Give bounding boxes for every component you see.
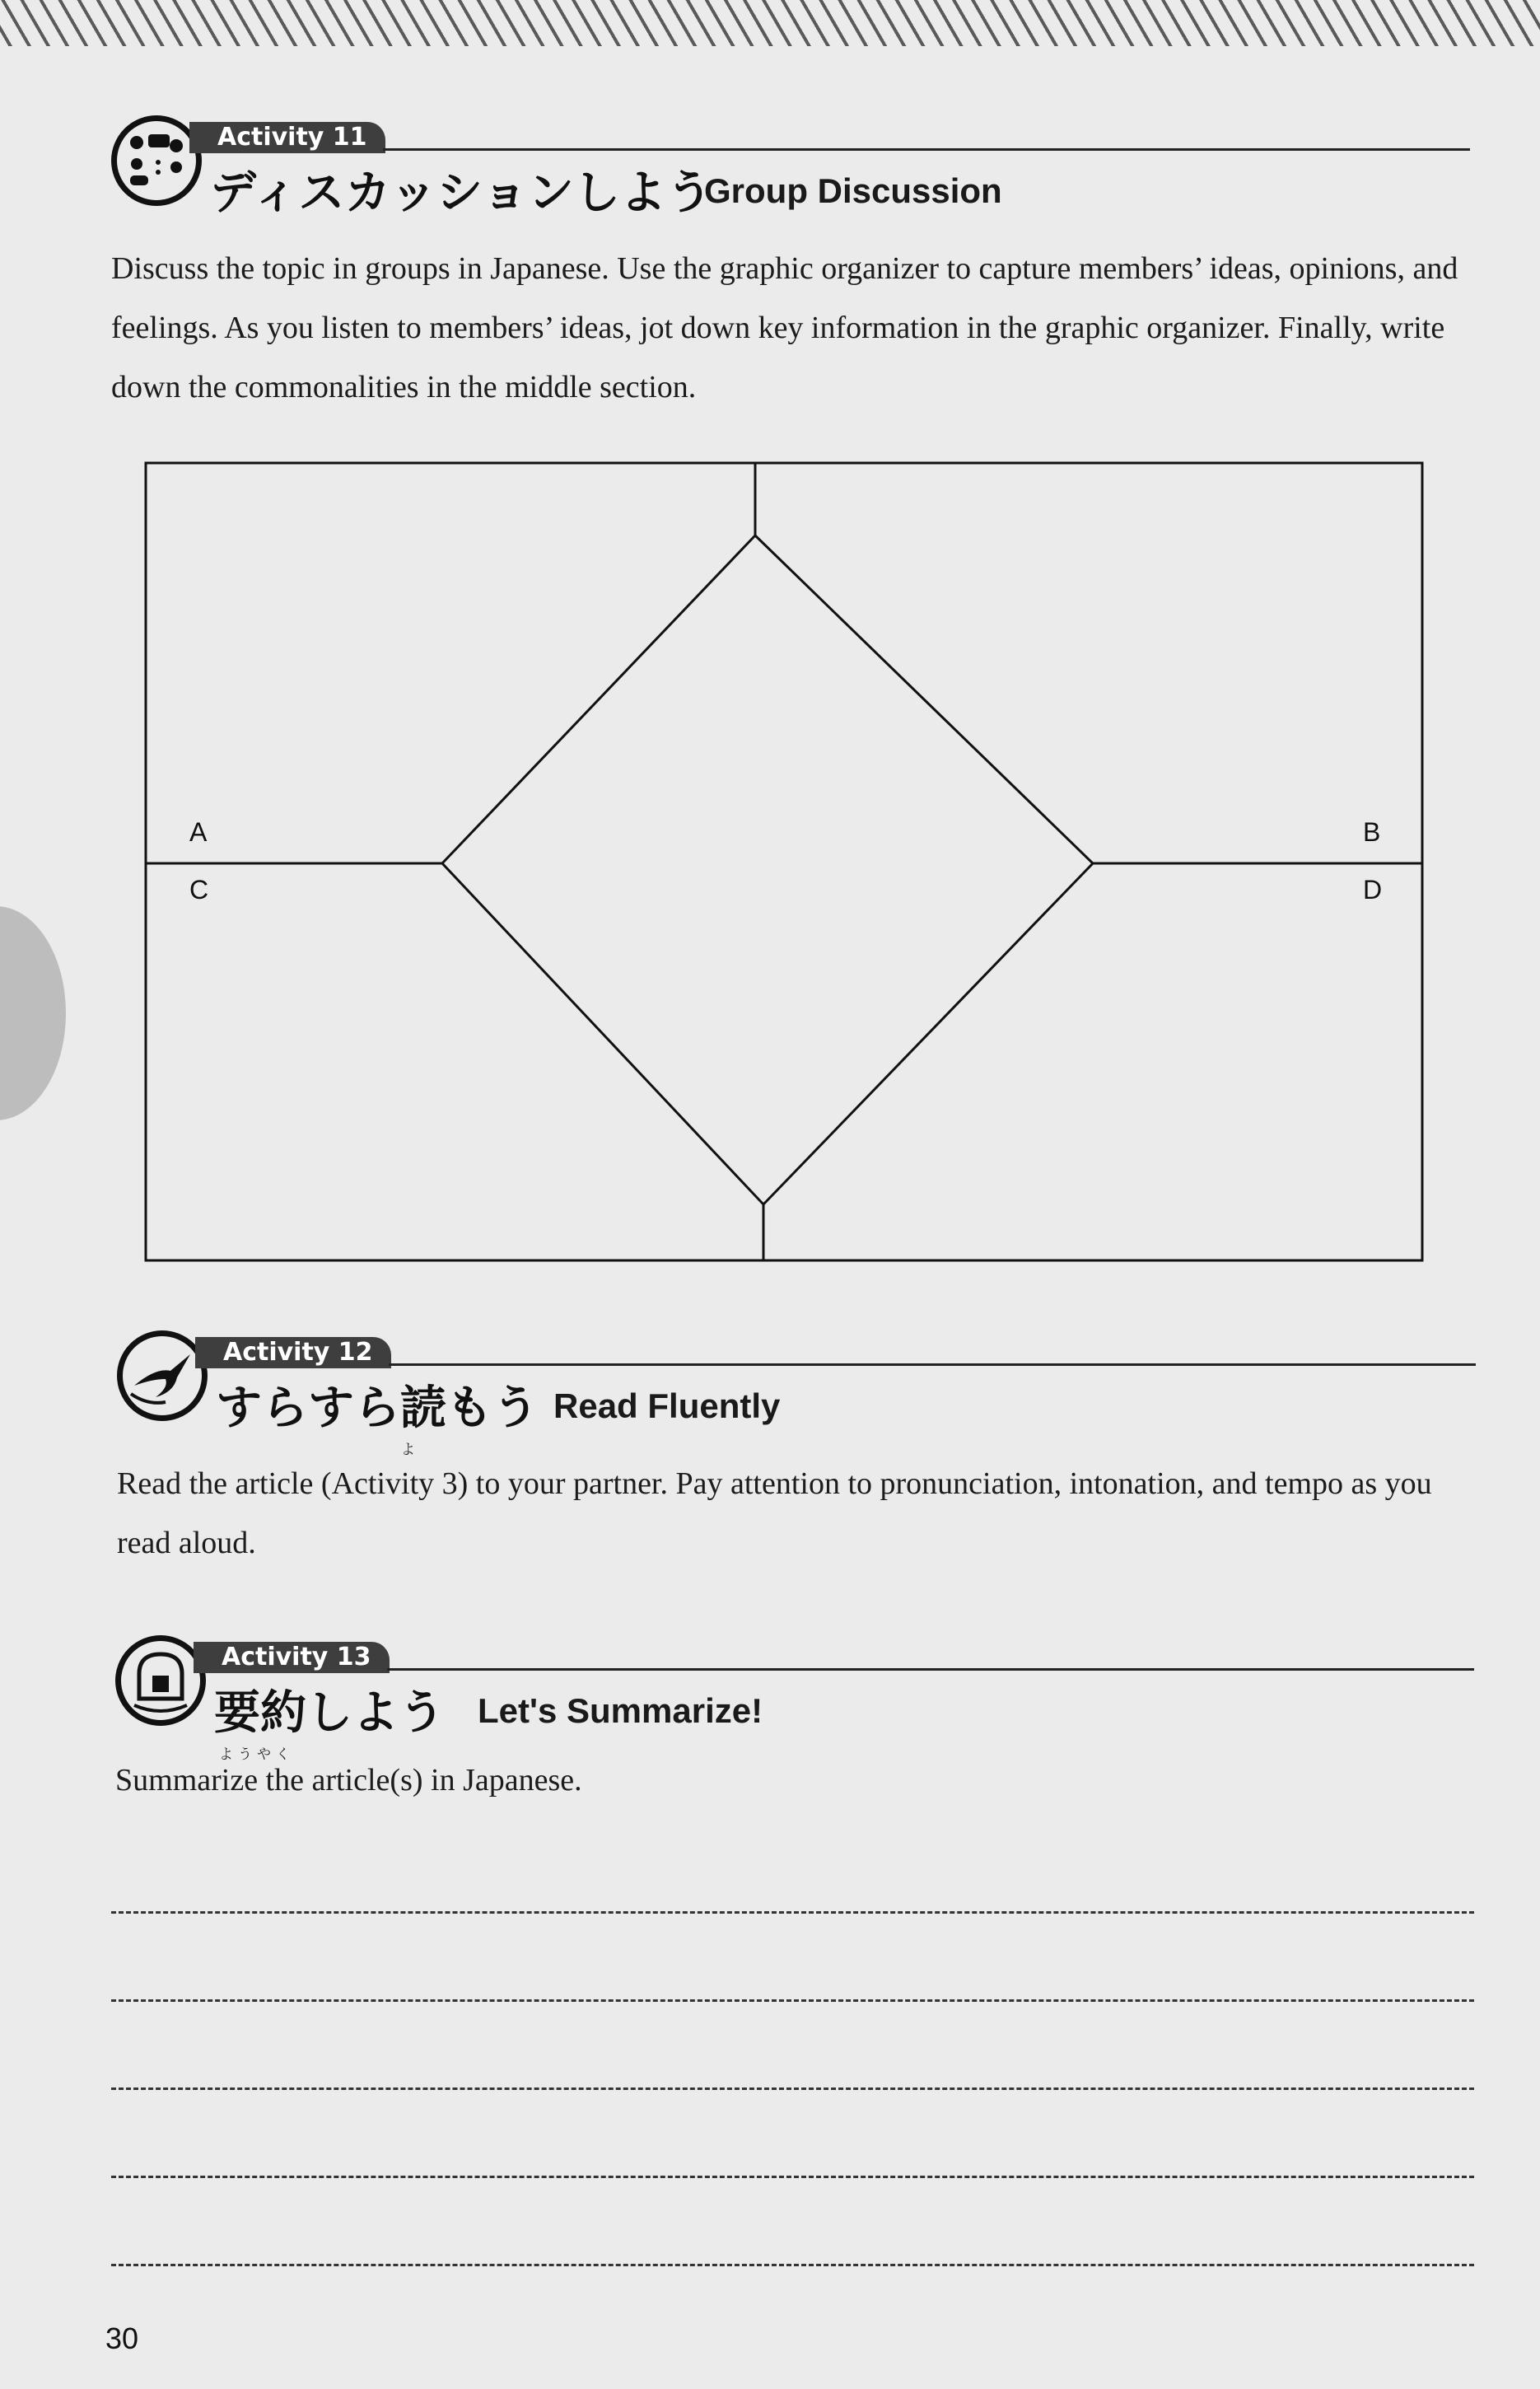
activity-13-section bbox=[115, 1635, 1474, 1810]
organizer-label-d: D bbox=[1363, 875, 1383, 905]
activity-11-header bbox=[111, 115, 1470, 239]
organizer-label-b: B bbox=[1363, 817, 1381, 847]
activity-13-ruby: ようやく bbox=[219, 1746, 295, 1763]
page-number: 30 bbox=[105, 2321, 139, 2355]
activity-12-badge: Activity 12 bbox=[195, 1337, 391, 1368]
swallow-bird-icon bbox=[117, 1330, 208, 1421]
activity-11-title-en: Group Discussion bbox=[704, 171, 1002, 210]
activity-11-section bbox=[111, 115, 1470, 417]
header-rule bbox=[389, 1363, 1476, 1366]
writing-line[interactable] bbox=[111, 1911, 1474, 1914]
activity-12-title-jp: すらすら読もう bbox=[216, 1382, 539, 1435]
activity-12-section bbox=[117, 1330, 1476, 1573]
organizer-center-diamond bbox=[442, 535, 1093, 1204]
activity-11-instructions: Discuss the topic in groups in Japanese. Use the graphic organizer to capture members’ ideas, opinions, and feelings. As you listen to members’ ideas, jot down key information in the graphic organizer. Finally, write down the commonalities in the middle section. bbox=[111, 251, 1458, 404]
activity-12-header bbox=[117, 1330, 1476, 1458]
activity-13-header bbox=[115, 1635, 1474, 1763]
activity-13-title-jp: 要約しよう bbox=[214, 1686, 445, 1740]
summary-note-icon bbox=[115, 1635, 206, 1726]
activity-11-title-jp: ディスカッションしよう bbox=[210, 166, 712, 220]
organizer-diagram bbox=[144, 461, 1437, 1269]
writing-line[interactable] bbox=[111, 2087, 1474, 2090]
activity-13-badge: Activity 13 bbox=[194, 1642, 390, 1673]
writing-line[interactable] bbox=[111, 2176, 1474, 2178]
activity-13-instructions: Summarize the article(s) in Japanese. bbox=[115, 1763, 582, 1798]
activity-12-instructions: Read the article (Activity 3) to your partner. Pay attention to pronunciation, intonation, and tempo as you read aloud. bbox=[117, 1466, 1432, 1560]
header-rule bbox=[387, 1668, 1474, 1671]
activity-12-ruby: よ bbox=[401, 1442, 420, 1458]
activity-13-title-en: Let's Summarize! bbox=[478, 1691, 763, 1730]
activity-12-title-en: Read Fluently bbox=[553, 1386, 781, 1425]
summary-writing-area[interactable] bbox=[111, 1911, 1474, 2352]
top-hatch-border bbox=[0, 0, 1540, 58]
page-edge-tab bbox=[0, 906, 66, 1120]
header-rule bbox=[383, 148, 1470, 151]
writing-line[interactable] bbox=[111, 1999, 1474, 2002]
organizer-label-a: A bbox=[189, 817, 208, 847]
graphic-organizer bbox=[144, 461, 1437, 1272]
group-discussion-icon bbox=[111, 115, 202, 206]
writing-line[interactable] bbox=[111, 2264, 1474, 2266]
organizer-frame bbox=[146, 463, 1422, 1260]
activity-11-badge: Activity 11 bbox=[189, 122, 385, 153]
organizer-label-c: C bbox=[189, 875, 209, 905]
